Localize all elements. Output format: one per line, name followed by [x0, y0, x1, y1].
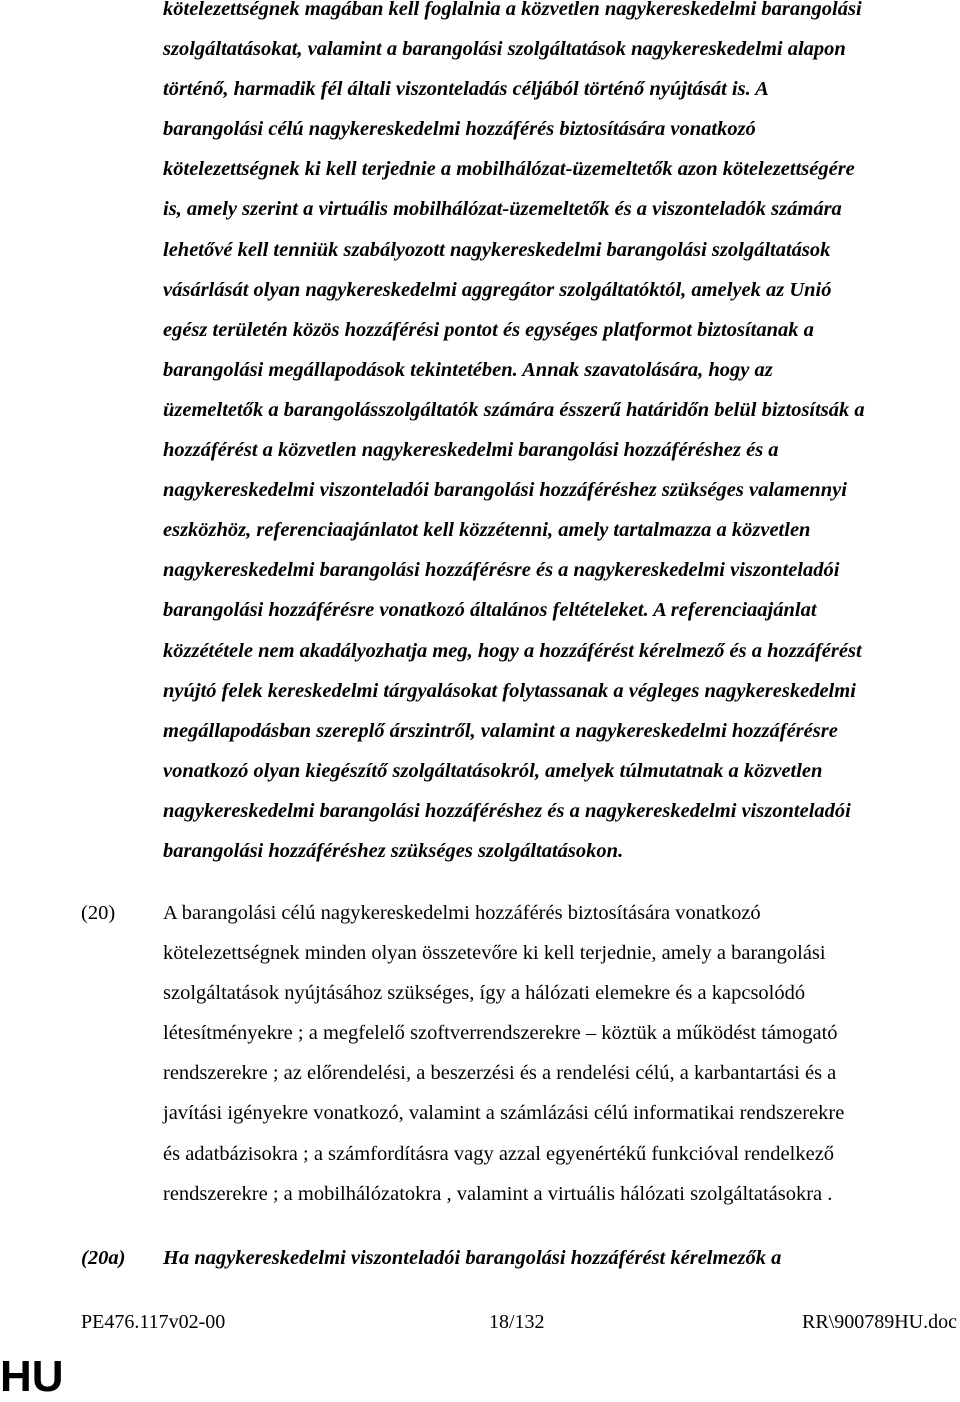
recital-number: (20): [81, 902, 116, 924]
text-line: nagykereskedelmi barangolási hozzáféréshez és a nagykereskedelmi viszonteladói: [163, 799, 851, 822]
text-line: vonatkozó olyan kiegészítő szolgáltatásokról, amelyek túlmutatnak a közvetlen: [163, 759, 823, 782]
text-line: szolgáltatások nyújtásához szükséges, így a hálózati elemekre és a kapcsolódó: [163, 982, 806, 1005]
text-line: lehetővé kell tenniük szabályozott nagykereskedelmi barangolási szolgáltatások: [163, 238, 831, 261]
text-line: barangolási célú nagykereskedelmi hozzáférés biztosítására vonatkozó: [163, 118, 756, 141]
language-code: HU: [0, 1352, 64, 1401]
footer-reference: PE476.117v02-00: [81, 1311, 226, 1333]
text-line: létesítményekre ; a megfelelő szoftverrendszerekre – köztük a működést támogató: [163, 1022, 838, 1045]
text-line: közzététele nem akadályozhatja meg, hogy a hozzáférést kérelmező és a hozzáférést: [163, 639, 862, 662]
footer-doc-id: RR\900789HU.doc: [802, 1311, 957, 1333]
text-line: barangolási hozzáférésre vonatkozó általános feltételeket. A referenciaajánlat: [163, 599, 817, 622]
text-line: rendszerekre ; az előrendelési, a beszerzési és a rendelési célú, a karbantartási és a: [163, 1062, 837, 1085]
text-line: is, amely szerint a virtuális mobilhálózat-üzemeltetők és a viszonteladók számára: [163, 198, 842, 221]
text-line: egész területén közös hozzáférési pontot és egységes platformot biztosítanak a: [163, 318, 814, 341]
text-line: vásárlását olyan nagykereskedelmi aggregátor szolgáltatóktól, amelyek az Unió: [163, 278, 832, 301]
text-line: szolgáltatásokat, valamint a barangolási szolgáltatások nagykereskedelmi alapon: [163, 38, 846, 61]
text-line: eszközhöz, referenciaajánlatot kell közzétenni, amely tartalmazza a közvetlen: [163, 519, 811, 542]
text-line: nagykereskedelmi barangolási hozzáférésre és a nagykereskedelmi viszonteladói: [163, 559, 840, 582]
text-line: kötelezettségnek ki kell terjednie a mobilhálózat-üzemeltetők azon kötelezettségére: [163, 158, 855, 181]
text-line: kötelezettségnek magában kell foglalnia a közvetlen nagykereskedelmi barangolási: [163, 0, 862, 20]
footer-page-number: 18/132: [489, 1311, 545, 1333]
text-line: nagykereskedelmi viszonteladói barangolási hozzáféréshez szükséges valamennyi: [163, 479, 847, 502]
text-line: A barangolási célú nagykereskedelmi hozzáférés biztosítására vonatkozó: [163, 902, 761, 924]
text-line: Ha nagykereskedelmi viszonteladói barangolási hozzáférést kérelmezők a: [163, 1247, 782, 1269]
text-line: megállapodásban szereplő árszintről, valamint a nagykereskedelmi hozzáférésre: [163, 719, 838, 742]
recital-number: (20a): [81, 1247, 126, 1269]
text-line: rendszerekre ; a mobilhálózatokra , valamint a virtuális hálózati szolgáltatásokra .: [163, 1182, 833, 1205]
recital-20-paragraph: [163, 893, 960, 1214]
text-line: kötelezettségnek minden olyan összetevőre ki kell terjednie, amely a barangolási: [163, 942, 826, 965]
text-line: történő, harmadik fél általi viszonteladás céljából történő nyújtását is. A: [163, 78, 769, 101]
text-line: barangolási hozzáféréshez szükséges szolgáltatásokon.: [163, 839, 624, 862]
text-line: javítási igényekre vonatkozó, valamint a számlázási célú informatikai rendszerekre: [163, 1102, 845, 1125]
text-line: és adatbázisokra ; a számfordításra vagy azzal egyenértékű funkcióval rendelkező: [163, 1142, 835, 1165]
text-line: üzemeltetők a barangolásszolgáltatók számára ésszerű határidőn belül biztosítsák a: [163, 398, 865, 421]
recital-20a-paragraph: [163, 1238, 960, 1278]
text-line: nyújtó felek kereskedelmi tárgyalásokat folytassanak a végleges nagykereskedelmi: [163, 679, 856, 702]
text-line: barangolási megállapodások tekintetében. Annak szavatolására, hogy az: [163, 358, 773, 381]
page-footer: [0, 1308, 960, 1336]
text-line: hozzáférést a közvetlen nagykereskedelmi barangolási hozzáféréshez és a: [163, 439, 779, 462]
top-paragraph: [163, 0, 960, 871]
